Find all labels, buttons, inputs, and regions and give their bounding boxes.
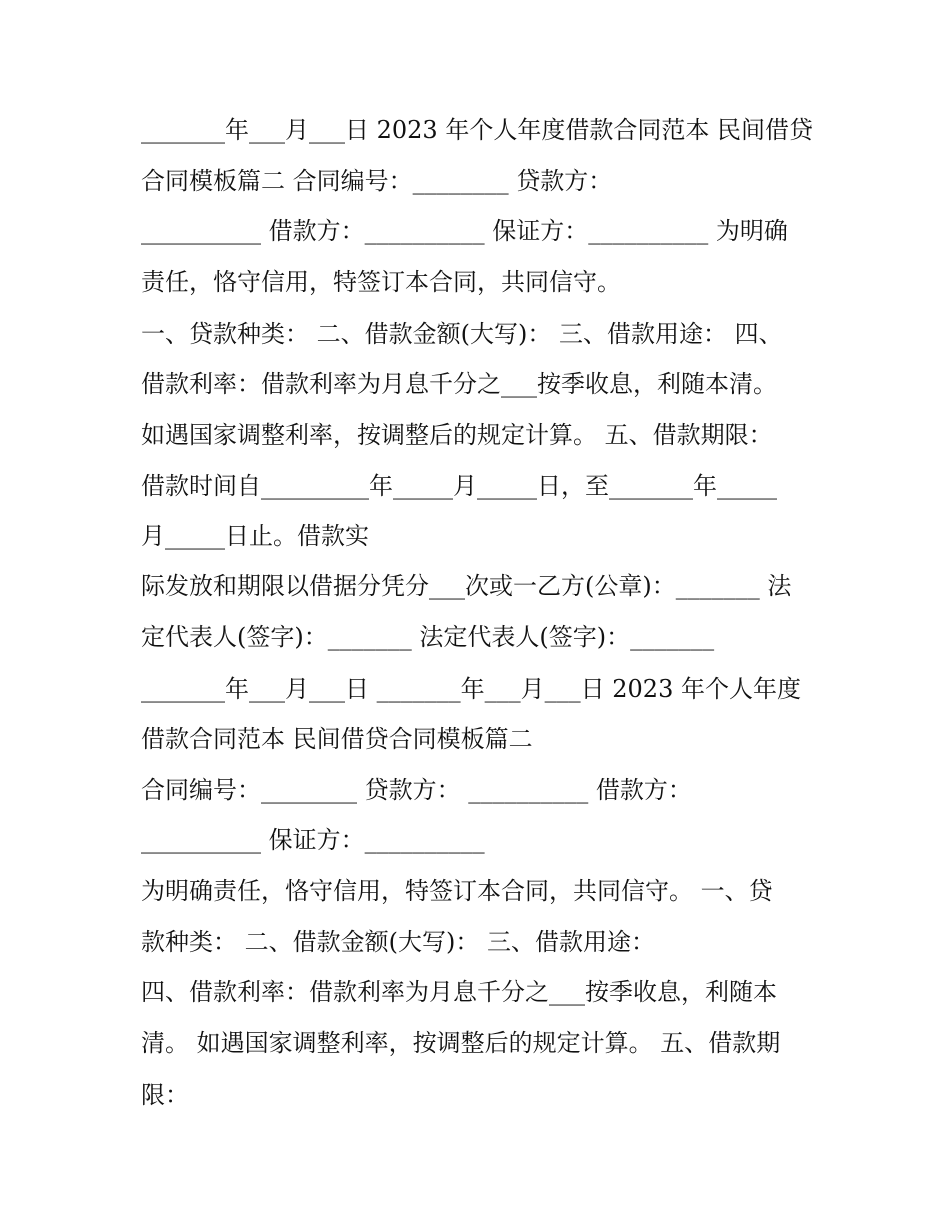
- text-line: _______年___月___日 _______年___月___日 2023 年个人年度: [141, 675, 801, 703]
- text-line: 定代表人(签字)：_______ 法定代表人(签字)：_______: [141, 623, 715, 651]
- text-line: 款种类： 二、借款金额(大写)： 三、借款用途：: [141, 928, 655, 956]
- text-line: 借款合同范本 民间借贷合同模板篇二: [141, 725, 533, 753]
- text-line: 如遇国家调整利率，按调整后的规定计算。 五、借款期限：: [141, 421, 773, 449]
- text-line: 清。 如遇国家调整利率，按调整后的规定计算。 五、借款期: [141, 1029, 781, 1057]
- text-line: 合同模板篇二 合同编号：________ 贷款方：: [141, 167, 613, 195]
- text-line: 借款时间自_________年_____月_____日，至_______年_____: [141, 472, 777, 500]
- text-line: __________ 借款方：__________ 保证方：__________ 为明确: [141, 217, 788, 245]
- text-line: 合同编号：________ 贷款方： __________ 借款方：: [141, 776, 692, 804]
- text-line: 际发放和期限以借据分凭分___次或一乙方(公章)：_______ 法: [141, 572, 792, 600]
- text-line: 责任，恪守信用，特签订本合同，共同信守。: [141, 268, 621, 296]
- text-line: 限：: [141, 1081, 189, 1109]
- text-line: 借款利率：借款利率为月息千分之___按季收息，利随本清。: [141, 370, 777, 398]
- text-line: _______年___月___日 2023 年个人年度借款合同范本 民间借贷: [141, 116, 813, 144]
- text-line: 为明确责任，恪守信用，特签订本合同，共同信守。 一、贷: [141, 877, 773, 905]
- text-line: 月_____日止。借款实: [141, 522, 369, 550]
- text-line: __________ 保证方：__________: [141, 826, 485, 854]
- text-line: 一、贷款种类： 二、借款金额(大写)： 三、借款用途： 四、: [141, 320, 783, 348]
- text-line: 四、借款利率：借款利率为月息千分之___按季收息，利随本: [141, 978, 777, 1006]
